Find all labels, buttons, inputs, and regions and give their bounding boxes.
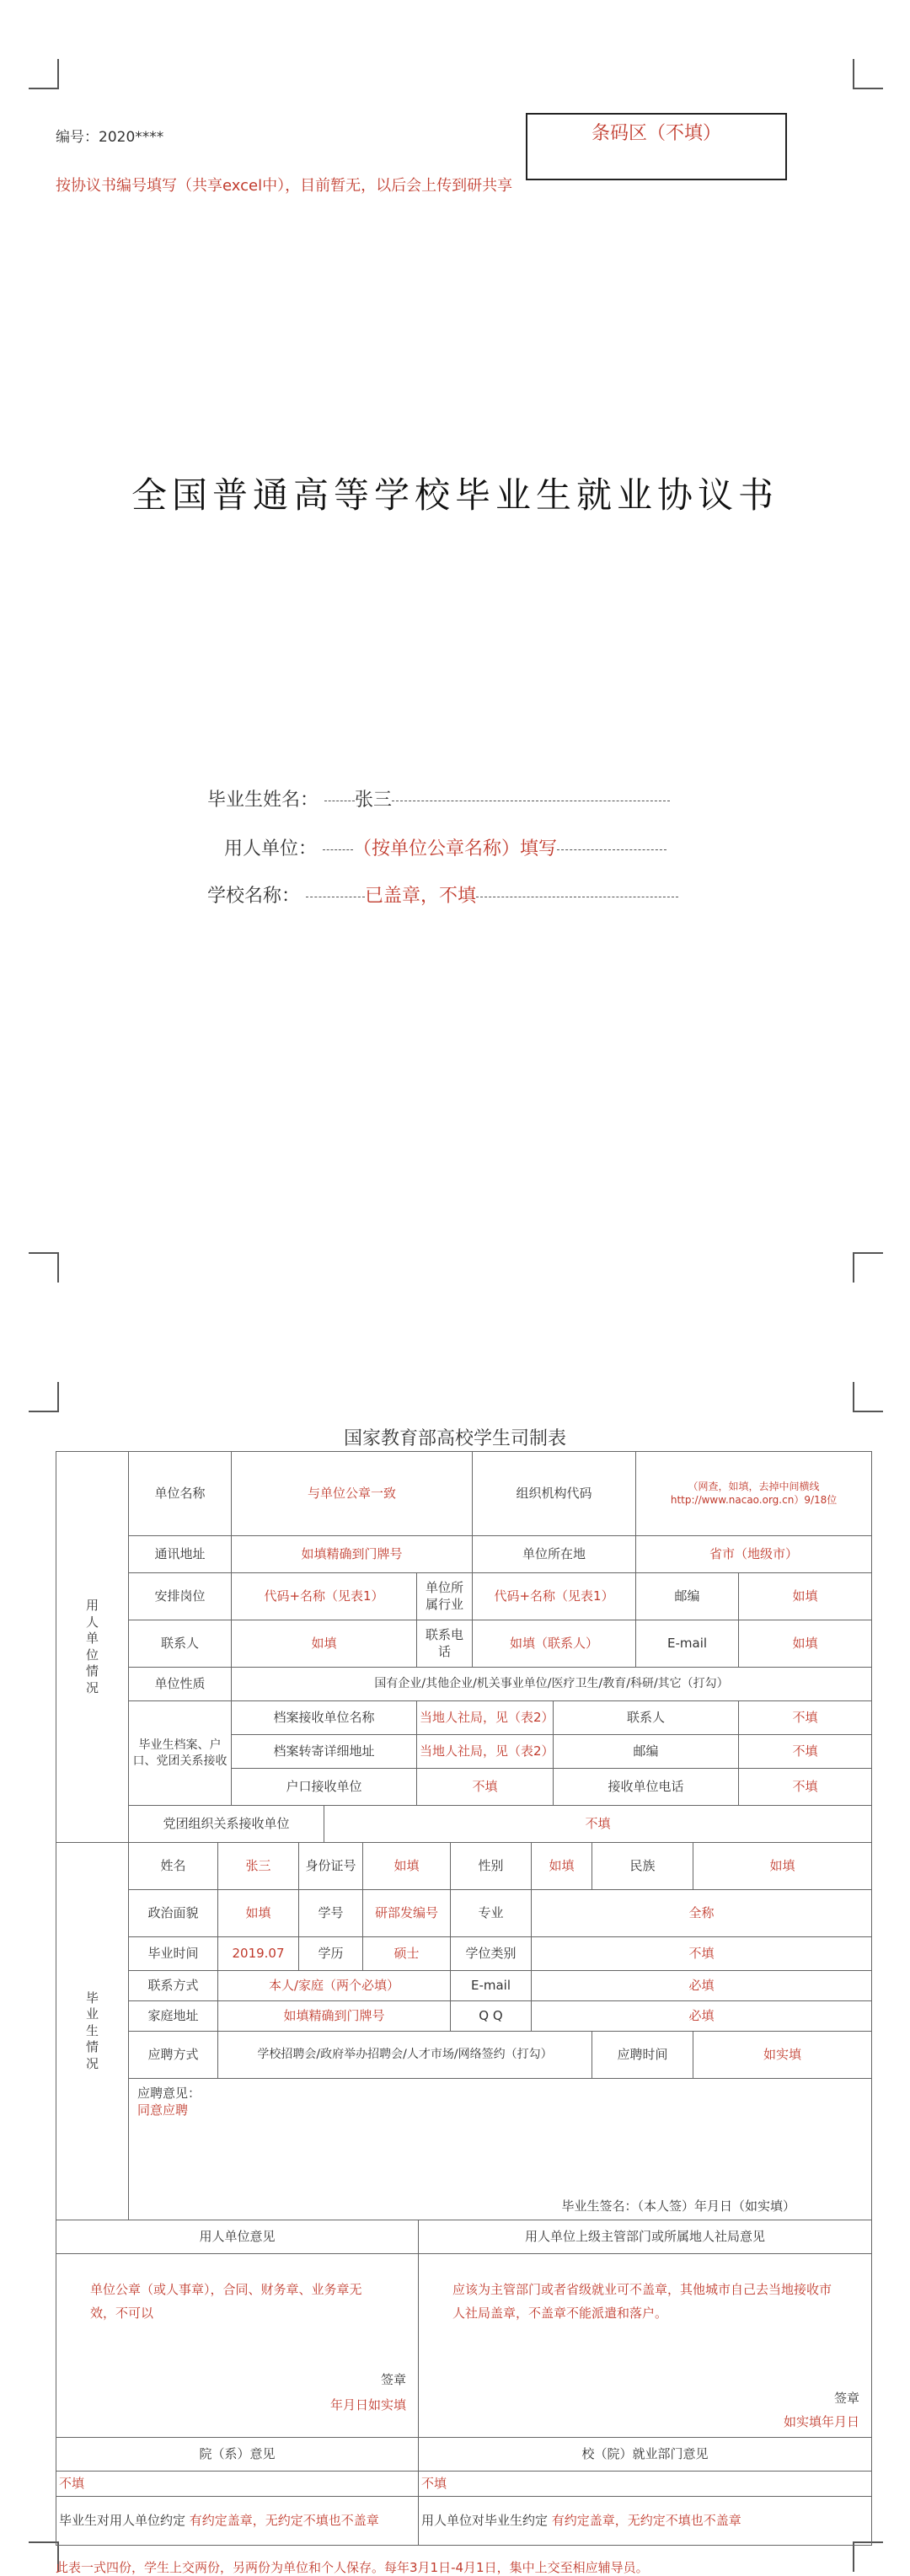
employer-date: 年月日如实填	[329, 2397, 406, 2413]
name-label: 姓名	[129, 1843, 218, 1890]
student-name-value: 张三	[355, 790, 393, 811]
political-label: 政治面貌	[129, 1890, 218, 1937]
graduate-email-label: E-mail	[451, 1971, 532, 2001]
party-value: 不填	[324, 1806, 872, 1843]
id-label: 身份证号	[299, 1843, 363, 1890]
underline	[306, 896, 365, 897]
address-label: 通讯地址	[129, 1536, 232, 1573]
serial-note: 按协议书编号填写（共享excel中），目前暂无，以后会上传到研共享	[56, 177, 513, 195]
contact-value: 如填	[232, 1620, 417, 1668]
recruit-time-label: 应聘时间	[592, 2032, 693, 2079]
degree-value: 不填	[532, 1937, 872, 1971]
underline	[392, 800, 670, 801]
archive-postcode-value: 不填	[739, 1735, 872, 1769]
graduate-promise-cell	[56, 2497, 419, 2546]
org-code-value: （网查，如填，去掉中间横线http://www.nacao.org.cn）9/18位	[636, 1452, 872, 1536]
employer-label: 用人单位：	[224, 838, 318, 860]
hukou-phone-value: 不填	[739, 1769, 872, 1806]
student-no-value: 研部发编号	[363, 1890, 451, 1937]
address-value: 如填精确到门牌号	[232, 1536, 473, 1573]
industry-label: 单位所属行业	[417, 1573, 473, 1620]
gender-label: 性别	[451, 1843, 532, 1890]
unit-name-label: 单位名称	[129, 1452, 232, 1536]
dept-opinion-value: 不填	[56, 2472, 419, 2497]
archive-contact-label: 联系人	[554, 1701, 739, 1735]
form-heading: 国家教育部高校学生司制表	[343, 1428, 566, 1449]
graduate-sign-line: 毕业生签名：（本人签）年月日（如实填）	[561, 2198, 795, 2214]
contact-way-label: 联系方式	[129, 1971, 218, 2001]
nature-label: 单位性质	[129, 1668, 232, 1701]
major-value: 全称	[532, 1890, 872, 1937]
barcode-area-label: 条码区（不填）	[591, 123, 721, 144]
graduate-section-table	[56, 1842, 872, 2220]
employer-sign: 签章	[380, 2371, 406, 2387]
graduate-promise-label: 毕业生对用人单位约定	[59, 2512, 186, 2528]
student-no-label: 学号	[299, 1890, 363, 1937]
graduate-section-label: 毕 业 生 情 况	[56, 1843, 129, 2220]
graduate-email-value: 必填	[532, 1971, 872, 2001]
archive-unit-label: 档案接收单位名称	[232, 1701, 417, 1735]
location-label: 单位所在地	[473, 1536, 636, 1573]
grad-time-label: 毕业时间	[129, 1937, 218, 1971]
recruit-value: 学校招聘会/政府举办招聘会/人才市场/网络签约（打勾）	[218, 2032, 592, 2079]
opinion-cell	[129, 2079, 872, 2220]
ethnic-label: 民族	[592, 1843, 693, 1890]
name-value: 张三	[218, 1843, 299, 1890]
employer-promise-cell	[419, 2497, 872, 2546]
education-label: 学历	[299, 1937, 363, 1971]
document-title: 全国普通高等学校毕业生就业协议书	[131, 474, 779, 516]
grad-time-value: 2019.07	[218, 1937, 299, 1971]
archive-address-value: 当地人社局，见（表2）	[417, 1735, 554, 1769]
underline	[324, 800, 355, 801]
opinion-label: 应聘意见：	[137, 2086, 201, 2101]
dept-opinion-heading: 院（系）意见	[56, 2438, 419, 2472]
industry-value: 代码+名称（见表1）	[473, 1573, 636, 1620]
opinion-value: 同意应聘	[137, 2102, 189, 2118]
qq-label: Q Q	[451, 2001, 532, 2032]
crop-mark	[29, 59, 59, 89]
degree-label: 学位类别	[451, 1937, 532, 1971]
archive-postcode-label: 邮编	[554, 1735, 739, 1769]
school-row	[207, 881, 678, 908]
id-value: 如填	[363, 1843, 451, 1890]
qq-value: 必填	[532, 2001, 872, 2032]
recruit-label: 应聘方式	[129, 2032, 218, 2079]
hukou-label: 户口接收单位	[232, 1769, 417, 1806]
phone-value: 如填（联系人）	[473, 1620, 636, 1668]
contact-label: 联系人	[129, 1620, 232, 1668]
employer-section-table	[56, 1451, 872, 1843]
archive-label: 毕业生档案、户口、党团关系接收	[129, 1701, 232, 1806]
phone-label: 联系电话	[417, 1620, 473, 1668]
employer-opinion-cell	[56, 2254, 419, 2438]
crop-mark	[853, 1252, 883, 1283]
employer-promise-label: 用人单位对毕业生约定	[421, 2512, 549, 2528]
authority-opinion-text: 应该为主管部门或者省级就业可不盖章，其他城市自己去当地接收市人社局盖章，不盖章不能派遣和落户。	[452, 2282, 832, 2321]
career-opinion-value: 不填	[419, 2472, 872, 2497]
underline	[323, 849, 353, 850]
serial-number	[56, 125, 163, 146]
serial-value: 2020****	[99, 129, 164, 146]
email-label: E-mail	[636, 1620, 739, 1668]
hukou-value: 不填	[417, 1769, 554, 1806]
employer-promise-value: 有约定盖章，无约定不填也不盖章	[551, 2512, 741, 2528]
crop-mark	[29, 2541, 59, 2572]
employer-row	[224, 834, 666, 860]
employer-opinion-text: 单位公章（或人事章），合同、财务章、业务章无效，不可以	[90, 2282, 362, 2321]
employer-value: （按单位公章名称）填写	[353, 838, 558, 860]
career-opinion-heading: 校（院）就业部门意见	[419, 2438, 872, 2472]
education-value: 硕士	[363, 1937, 451, 1971]
org-code-label: 组织机构代码	[473, 1452, 636, 1536]
archive-contact-value: 不填	[739, 1701, 872, 1735]
party-label: 党团组织关系接收单位	[129, 1806, 324, 1843]
employer-opinion-heading: 用人单位意见	[56, 2220, 419, 2254]
home-address-label: 家庭地址	[129, 2001, 218, 2032]
crop-mark	[29, 1252, 59, 1283]
authority-opinion-cell	[419, 2254, 872, 2438]
contact-way-value: 本人/家庭（两个必填）	[218, 1971, 451, 2001]
recruit-time-value: 如实填	[693, 2032, 872, 2079]
position-label: 安排岗位	[129, 1573, 232, 1620]
ethnic-value: 如填	[693, 1843, 872, 1890]
email-value: 如填	[739, 1620, 872, 1668]
opinions-table	[56, 2220, 872, 2546]
location-value: 省市（地级市）	[636, 1536, 872, 1573]
major-label: 专业	[451, 1890, 532, 1937]
political-value: 如填	[218, 1890, 299, 1937]
postcode-label: 邮编	[636, 1573, 739, 1620]
unit-name-value: 与单位公章一致	[232, 1452, 473, 1536]
authority-date: 如实填年月日	[783, 2413, 859, 2429]
barcode-area-box	[526, 113, 787, 180]
underline	[476, 896, 678, 897]
gender-value: 如填	[532, 1843, 592, 1890]
authority-sign: 签章	[833, 2390, 859, 2406]
footer-note: 此表一式四份，学生上交两份，另两份为单位和个人保存。每年3月1日-4月1日，集中上交至相应辅导员。	[56, 2560, 649, 2575]
home-address-value: 如填精确到门牌号	[218, 2001, 451, 2032]
archive-address-label: 档案转寄详细地址	[232, 1735, 417, 1769]
nature-value: 国有企业/其他企业/机关事业单位/医疗卫生/教育/科研/其它（打勾）	[232, 1668, 872, 1701]
school-label: 学校名称：	[207, 886, 301, 907]
crop-mark	[29, 1382, 59, 1412]
hukou-phone-label: 接收单位电话	[554, 1769, 739, 1806]
school-value: 已盖章，不填	[365, 886, 477, 907]
position-value: 代码+名称（见表1）	[232, 1573, 417, 1620]
crop-mark	[853, 1382, 883, 1412]
serial-label: 编号：	[56, 129, 99, 146]
authority-opinion-heading: 用人单位上级主管部门或所属地人社局意见	[419, 2220, 872, 2254]
underline	[557, 849, 666, 850]
postcode-value: 如填	[739, 1573, 872, 1620]
employer-section-label: 用 人 单 位 情 况	[56, 1452, 129, 1843]
student-name-label: 毕业生姓名：	[207, 790, 319, 811]
archive-unit-value: 当地人社局，见（表2）	[417, 1701, 554, 1735]
graduate-promise-value: 有约定盖章，无约定不填也不盖章	[189, 2512, 379, 2528]
crop-mark	[853, 59, 883, 89]
student-name-row	[207, 785, 670, 811]
